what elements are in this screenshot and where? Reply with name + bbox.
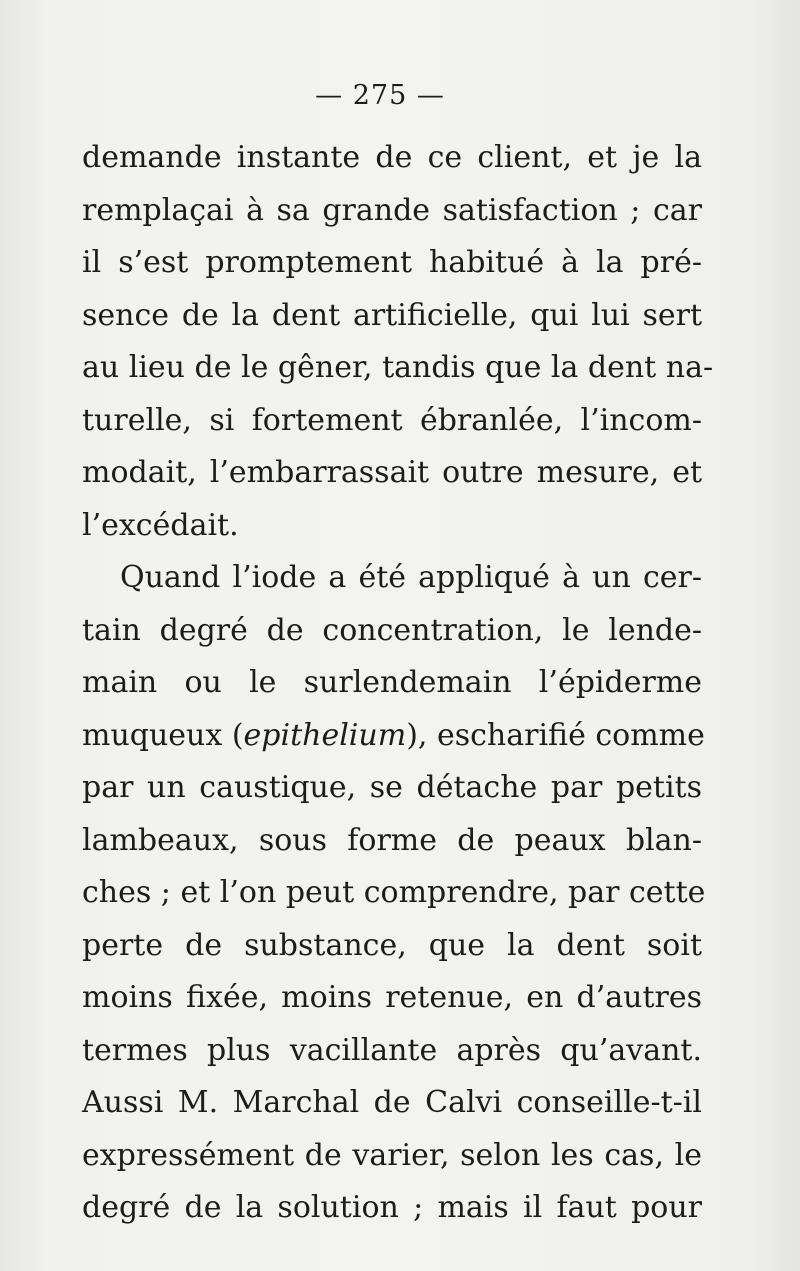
text-line-with-italic (82, 710, 705, 763)
text-line: degré de la solution ; mais il faut pour (82, 1190, 702, 1225)
text-line: lambeaux, sous forme de peaux blan- (82, 822, 702, 858)
text-line: ches ; et l’on peut comprendre, par cette (82, 875, 706, 910)
italic-term: epithelium (243, 717, 407, 753)
text-line: Aussi M. Marchal de Calvi conseille-t-il (82, 1085, 702, 1120)
text-line: turelle, si fortement ébranlée, l’incom- (82, 402, 702, 438)
text-line: tain degré de concentration, le lende- (82, 612, 702, 648)
body-text (82, 132, 714, 1235)
text-line: termes plus vacillante après qu’avant. (82, 1032, 702, 1068)
text-line: main ou le surlendemain l’épiderme (82, 665, 702, 700)
text-line: l’excédait. (82, 507, 239, 543)
text-line: demande instante de ce client, et je la (82, 140, 702, 175)
paragraph-first-line: Quand l’iode a été appliqué à un cer- (120, 560, 702, 595)
text-line: remplaçai à sa grande satisfaction ; car (82, 192, 702, 228)
text-line: modait, l’embarrassait outre mesure, et (82, 455, 702, 490)
text-fragment: muqueux ( (82, 717, 244, 753)
text-line: par un caustique, se détache par petits (82, 770, 702, 805)
text-fragment: ), escharifié comme (406, 717, 705, 753)
text-line: il s’est promptement habitué à la pré- (82, 245, 702, 280)
text-line: sence de la dent artificielle, qui lui sert (82, 297, 702, 333)
page-number: — 275 — (315, 80, 445, 111)
text-line: au lieu de le gêner, tandis que la dent na- (82, 350, 714, 385)
text-line: expressément de varier, selon les cas, le (82, 1137, 702, 1173)
text-line: perte de substance, que la dent soit (82, 927, 702, 963)
text-line: moins fixée, moins retenue, en d’autres (82, 980, 702, 1015)
